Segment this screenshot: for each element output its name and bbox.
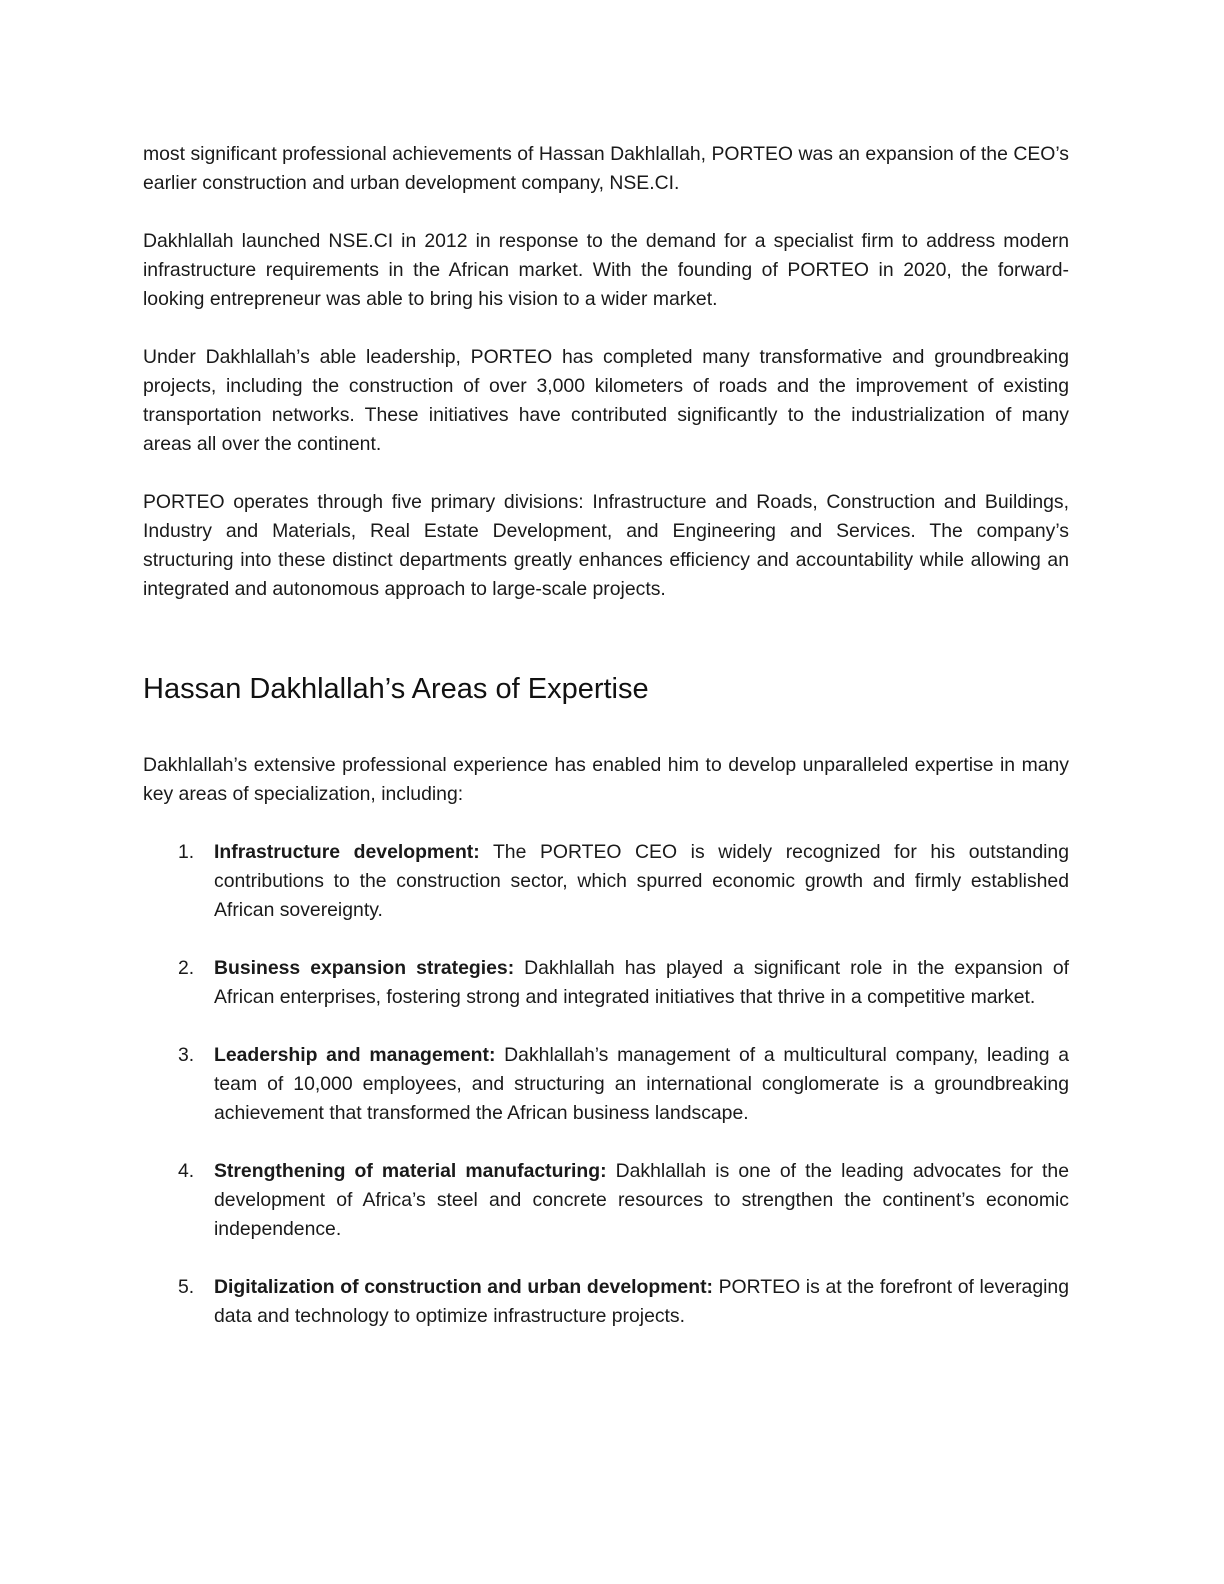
list-item-term: Strengthening of material manufacturing:	[214, 1160, 607, 1182]
list-item	[143, 1041, 1069, 1128]
list-item-text: PORTEO is at the forefront of leveraging data and technology to optimize infrastructure projects.	[214, 1276, 1069, 1327]
list-item-text: Dakhlallah’s management of a multicultural company, leading a team of 10,000 employees, and structuring an international conglomerate is a groundbreaking achievement that transformed the African business landscape.	[214, 1044, 1069, 1124]
paragraph-porteo-origin: most significant professional achievements of Hassan Dakhlallah, PORTEO was an expansion of the CEO’s earlier construction and urban development company, NSE.CI.	[143, 143, 1069, 194]
list-item-text: The PORTEO CEO is widely recognized for his outstanding contributions to the construction sector, which spurred economic growth and firmly established African sovereignty.	[214, 841, 1070, 921]
list-item-number: 5.	[178, 1276, 195, 1298]
list-item-term: Infrastructure development:	[214, 841, 480, 863]
list-item-text: Dakhlallah is one of the leading advocates for the development of Africa’s steel and concrete resources to strengthen the continent’s economic independence.	[214, 1160, 1070, 1240]
list-item-number: 3.	[178, 1044, 195, 1066]
list-item-number: 2.	[178, 957, 195, 979]
list-item-term: Leadership and management:	[214, 1044, 496, 1066]
list-item-text: Dakhlallah has played a significant role in the expansion of African enterprises, fostering strong and integrated initiatives that thrive in a competitive market.	[214, 957, 1069, 1008]
section-heading: Hassan Dakhlallah’s Areas of Expertise	[143, 673, 649, 705]
paragraph-nseci-launch: Dakhlallah launched NSE.CI in 2012 in response to the demand for a specialist firm to address modern infrastructure requirements in the African market. With the founding of PORTEO in 2020, the forward-looking entrepreneur was able to bring his vision to a wider market.	[143, 230, 1069, 310]
list-item	[143, 838, 1069, 925]
expertise-list	[143, 838, 1069, 1331]
paragraph-leadership-projects: Under Dakhlallah’s able leadership, PORTEO has completed many transformative and groundbreaking projects, including the construction of over 3,000 kilometers of roads and the improvement of existing transportation networks. These initiatives have contributed significantly to the industrialization of many areas all over the continent.	[143, 346, 1069, 455]
document-page	[143, 140, 1069, 1360]
list-item	[143, 954, 1069, 1012]
list-item	[143, 1273, 1069, 1331]
section-intro: Dakhlallah’s extensive professional experience has enabled him to develop unparalleled expertise in many key areas of specialization, including:	[143, 754, 1069, 805]
paragraph-divisions: PORTEO operates through five primary divisions: Infrastructure and Roads, Construction and Buildings, Industry and Materials, Real Estate Development, and Engineering and Services. The company’s structuring into these distinct departments greatly enhances efficiency and accountability while allowing an integrated and autonomous approach to large-scale projects.	[143, 491, 1069, 600]
list-item	[143, 1157, 1069, 1244]
list-item-number: 4.	[178, 1160, 195, 1182]
list-item-number: 1.	[178, 841, 195, 863]
list-item-term: Digitalization of construction and urban development:	[214, 1276, 713, 1298]
list-item-term: Business expansion strategies:	[214, 957, 515, 979]
